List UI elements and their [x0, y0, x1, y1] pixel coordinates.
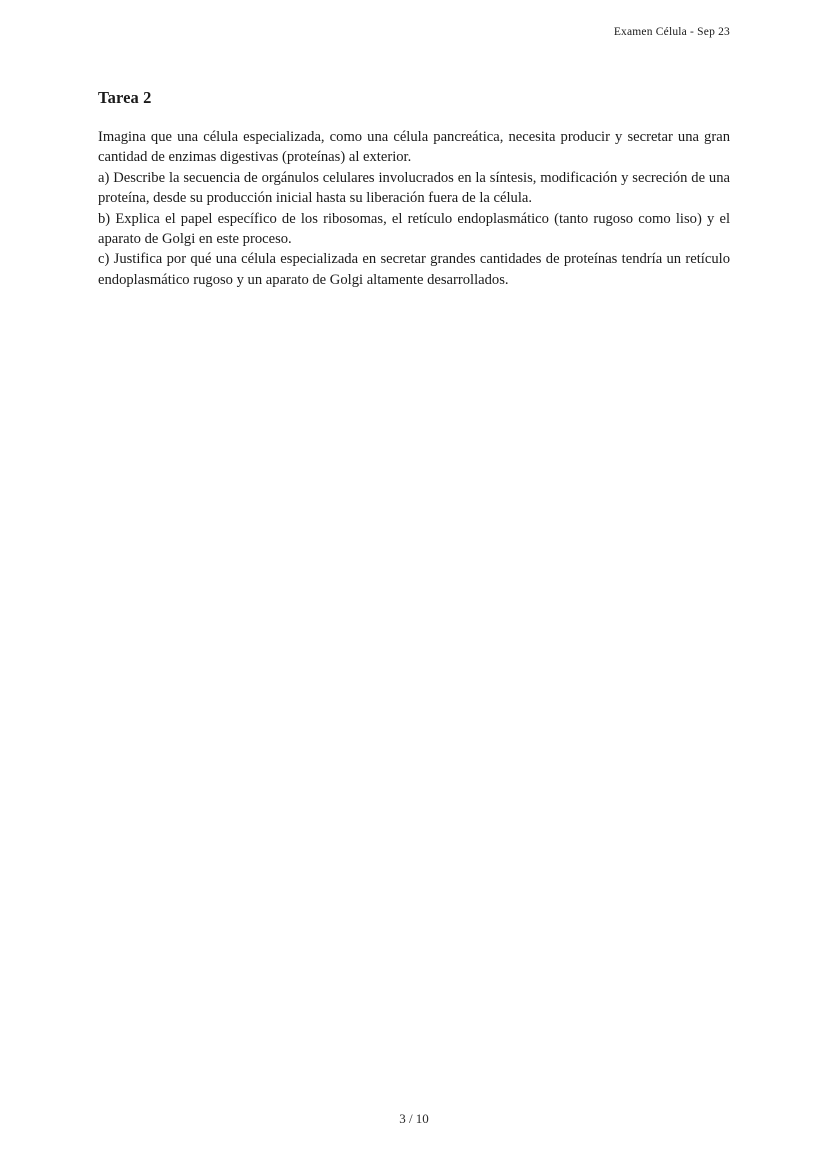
page-content	[98, 88, 730, 290]
task-heading: Tarea 2	[98, 88, 152, 107]
running-header: Examen Célula - Sep 23	[613, 26, 730, 38]
task-intro-paragraph: Imagina que una célula especializada, como una célula pancreática, necesita producir y secretar una gran cantidad de enzimas digestivas (proteínas) al exterior.	[98, 129, 730, 166]
task-item-b: b) Explica el papel específico de los ribosomas, el retículo endoplasmático (tanto rugoso como liso) y el aparato de Golgi en este proceso.	[98, 210, 730, 248]
page-number-footer: 3 / 10	[399, 1111, 429, 1126]
task-item-c: c) Justifica por qué una célula especializada en secretar grandes cantidades de proteínas tendría un retículo endoplasmático rugoso y un aparato de Golgi altamente desarrollados.	[98, 251, 730, 288]
task-item-a: a) Describe la secuencia de orgánulos celulares involucrados en la síntesis, modificación y secreción de una proteína, desde su producción inicial hasta su liberación fuera de la célula.	[98, 169, 730, 207]
